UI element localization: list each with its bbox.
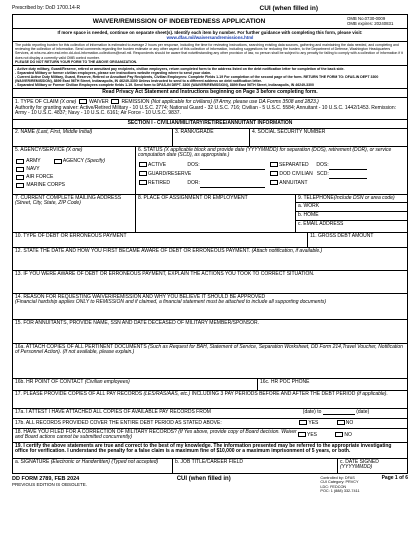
footer-left (12, 476, 87, 494)
email-field[interactable]: c. EMAIL ADDRESS (296, 220, 407, 229)
signature-label: a. SIGNATURE (15, 458, 50, 465)
title-row (13, 15, 407, 29)
burden-block (13, 42, 407, 65)
form-frame (12, 14, 408, 474)
status-line-1 (138, 161, 405, 170)
item18-row (13, 429, 407, 443)
item9-label: 9. TELEPHONE (298, 194, 334, 201)
navy-checkbox[interactable] (16, 167, 24, 172)
item16b-c-row (13, 379, 407, 391)
item2-hint: (Last, First, Middle Initial) (36, 128, 93, 135)
space-note: If more space is needed, continue on separate sheet(s). Identify each item by number. For further guidance with completing this form, please visit: (57, 30, 363, 35)
telephone-block (296, 195, 407, 232)
authority-text: Authority for granting waiver: Active/Retired Military - 10 U.S.C. 2774; National Guard - 32 U.S.C. 716; Civilian - 5 U.S.C. 5584; Annuitant - 10 U.S.C. 1442/1453. Remission: Army - 10 U.S.C. 4837; Navy - 10 U.S.C. 6161; Air Force - 10 U.S.C. 9837. (15, 104, 397, 117)
item19-row (13, 443, 407, 459)
retired-label: RETIRED (148, 180, 170, 187)
item1-hint: (X one) (59, 98, 77, 105)
remission-label: REMISSION (121, 98, 150, 105)
records-no-label: NO (345, 419, 354, 426)
item17-label: 17. PLEASE PROVIDE COPIES OF ALL PAY RECORDS (15, 390, 143, 397)
air-force-checkbox[interactable] (16, 175, 24, 180)
remission-note: (Not applicable for civilians) (If Army, please use DA Forms 3508 and 2823.) (150, 98, 319, 105)
omb-expires: OMB expires: 20240831 (347, 21, 394, 27)
footer-right (320, 476, 408, 494)
ssn-field[interactable]: 4. SOCIAL SECURITY NUMBER (252, 128, 326, 135)
date-to-input[interactable] (323, 410, 355, 415)
home-phone-field[interactable]: b. HOME (296, 211, 407, 220)
item17-hint: (LES/RAS/AAS, etc.) (143, 390, 191, 397)
item12-row (13, 248, 407, 271)
item16a-label: 16a. ATTACH COPIES OF ALL PERTINENT DOCUMENTS (15, 343, 147, 350)
certification-text: 19. I certify the above statements are true and correct to the best of my knowledge. The information presented may be referred to the appropriate investigating office for verification. I understand the penalty for a false claim is a maximum fine of $10,000 or a maximum imprisonment of 5 years, or both. (15, 442, 392, 455)
obsolete-note: PREVIOUS EDITION IS OBSOLETE. (12, 482, 88, 488)
awareness-field[interactable] (13, 248, 407, 270)
navy-label: NAVY (26, 166, 40, 173)
item18-label: 18. HAVE YOU FILED FOR A CORRECTION OF MILITARY RECORDS? (15, 428, 177, 435)
control-block (320, 476, 359, 494)
hr-poc-field[interactable] (13, 379, 258, 390)
form-number: DD FORM 2789, FEB 2024 (12, 475, 80, 482)
item17-row (13, 391, 407, 409)
marine-label: MARINE CORPS (26, 182, 66, 189)
status-block (136, 147, 407, 194)
instruction-2: - Separated Military or former civilian employees, please see instructions website regarding where to send your claim. (15, 70, 212, 75)
records-yes-checkbox[interactable] (299, 420, 307, 425)
item1-row (13, 98, 407, 120)
item7-hint: (Street, City, State, ZIP Code) (15, 200, 81, 207)
item7-9-row (13, 195, 407, 233)
item5-label: 5. AGENCY/SERVICE (15, 146, 65, 153)
civilian-checkbox[interactable] (270, 171, 278, 176)
actions-field[interactable]: 13. IF YOU WERE AWARE OF DEBT OR ERRONEOUS PAYMENT, EXPLAIN THE ACTIONS YOU TOOK TO CORRECT SITUATION. (15, 270, 315, 277)
records-cover-line (13, 419, 407, 428)
item1-label: 1. TYPE OF CLAIM (15, 98, 59, 105)
dos-label-2: DOS: (316, 162, 329, 169)
controlled-by: Controlled by: DFAS (320, 475, 355, 480)
signature-row (13, 459, 407, 473)
attest-line (13, 409, 407, 418)
date-signed-field[interactable] (338, 459, 407, 473)
instruction-4: - Separated Military or Former Civilian Employees complete fields 1-19. Send form to DFAS-IN DEPT. 3300 (WAIVER/REMISSION), 8899 East 56TH Street, Indianapolis, IN 46249-3300 (15, 83, 314, 88)
mailing-address-field[interactable] (13, 195, 136, 232)
agency-checkbox[interactable] (54, 159, 62, 164)
item5-header (15, 148, 133, 154)
remission-checkbox[interactable] (111, 99, 119, 104)
separated-checkbox[interactable] (270, 162, 278, 167)
burden-statement: The public reporting burden for this collection of information is estimated to average 2 hours per response, including the time for reviewing instructions, searching existing data sources, gathering and maintaining the data needed, and completing and reviewing the collection of information. Send comments regarding the burden estimate or any other aspect of this collection of information, including suggestions for reducing the burden, to the Department of Defense, Washington Headquarters Services, at whs.mc-alex.esd.mbx.dd-dod-information-collections@mail.mil. Respondents should be aware that notwithstanding any other provision of law, no person shall be subject to any penalty for failing to comply with a collection of information if it does not display a currently valid OMB control number. (15, 43, 403, 60)
correction-line (13, 429, 407, 442)
item16a-hint: (Such as Request for BAH, Statement of Service, Separation Worksheet, DD Form 214,Travel Voucher, Notification of Personnel Action). (If not available, please explain.) (15, 343, 403, 356)
annuitant-checkbox[interactable] (270, 180, 278, 185)
item14-hint: (Financial hardship applies ONLY to REMISSION and if claimed, a financial statement must be attached to include all supporting documents) (15, 299, 326, 306)
item16b-hint: (Civilian employees) (84, 378, 130, 385)
separated-label: SEPARATED (279, 162, 309, 169)
form-title: WAIVER/REMISSION OF INDEBTEDNESS APPLICATION (92, 17, 266, 25)
item15-row (13, 320, 407, 344)
instructions-block (13, 66, 407, 89)
records-no-checkbox[interactable] (337, 420, 345, 425)
waiver-checkbox[interactable] (79, 99, 87, 104)
retired-checkbox[interactable] (139, 180, 147, 185)
debt-type-field[interactable]: 10. TYPE OF DEBT OR ERRONEOUS PAYMENT (13, 233, 308, 247)
air-force-option[interactable] (15, 173, 133, 181)
rank-field[interactable]: 3. RANK/GRADE (173, 129, 250, 146)
item18-text (15, 430, 297, 441)
name-field[interactable] (13, 129, 173, 146)
correction-options (297, 432, 352, 439)
waiver-label: WAIVER (89, 98, 109, 105)
item10-11-row (13, 233, 407, 248)
army-label: ARMY (26, 158, 41, 165)
navy-option[interactable] (15, 165, 133, 173)
item12-hint: (Attach notification, if available.) (251, 247, 323, 254)
signature-field[interactable] (13, 459, 173, 473)
date-label: (date) (356, 408, 370, 415)
gross-debt-field[interactable]: 11. GROSS DEBT AMOUNT (310, 232, 374, 239)
guard-checkbox[interactable] (139, 171, 147, 176)
status-options (138, 161, 405, 188)
item14-label: 14. REASON FOR REQUESTING WAIVER/REMISSION AND WHY YOU BELIEVE IT SHOULD BE APPROVED (15, 293, 266, 300)
civilian-label: DOD CIVILIAN (279, 171, 313, 178)
dos-label-1: DOS: (187, 162, 200, 169)
item2-4-row (13, 129, 407, 147)
air-force-label: AIR FORCE (26, 174, 54, 181)
annuitant-label: ANNUITANT (279, 180, 308, 187)
date-signed-label: c. DATE SIGNED (340, 458, 379, 465)
cui-marking-bottom: CUI (when filled in) (176, 475, 231, 482)
scd-input[interactable] (329, 174, 367, 179)
assignment-field[interactable]: 8. PLACE OF ASSIGNMENT OR EMPLOYMENT (136, 195, 296, 232)
date-to-label: (date) to (302, 408, 322, 415)
item12-label: 12. STATE THE DATE AND HOW YOU FIRST BECAME AWARE OF DEBT OR ERRONEOUS PAYMENT. (15, 247, 251, 254)
hr-phone-field[interactable]: 16c. HR POC PHONE (260, 378, 310, 385)
correction-yes-label: YES (307, 431, 318, 438)
space-note-block (13, 29, 407, 42)
prescribed-by: Prescribed by: DoD 1700.14-R (12, 5, 81, 12)
instructions-link[interactable]: www.dfas.mil/waiversandremissions.html (166, 35, 254, 41)
pay-records-field[interactable] (13, 391, 407, 408)
item5-hint: (X one) (66, 146, 83, 153)
item13-row (13, 271, 407, 294)
dor-input[interactable] (200, 183, 265, 188)
item17-rest: INCLUDING 3 PAY PERIODS BEFORE AND AFTER THE DEBT PERIOD (191, 390, 356, 397)
agency-service (13, 147, 136, 194)
privacy-notice: Read Privacy Act Statement and Instructions beginning on Page 3 before completing form. (13, 89, 407, 98)
agency-specify: (Specify) (85, 158, 106, 165)
omb-info (345, 15, 407, 28)
army-option[interactable] (15, 157, 133, 165)
records-yes-label: YES (308, 419, 319, 426)
marine-checkbox[interactable] (16, 183, 24, 188)
cui-category: CUI Category: PRVCY (320, 480, 359, 485)
item18-hint: (If Yes above, provide copy of Board decision. Waiver and Board actions cannot be submitted concurrently) (15, 428, 297, 441)
item16a-row (13, 344, 407, 379)
item9-hint: (Include DSN or area code) (333, 194, 395, 201)
signature-hint: (Electronic or Handwritten) (Typed not accepted) (50, 458, 159, 465)
guard-label: GUARD/RESERVE (148, 171, 192, 178)
reason-field[interactable] (13, 294, 407, 319)
status-line-2 (138, 170, 405, 179)
top-line (12, 4, 408, 14)
instruction-1: - Active duty military, Guard/Reserve, retired or annuitant pay recipients, civilian employees, return completed form to the address listed on the debt notification letter for completion of the back side. (15, 66, 345, 71)
correction-yes-checkbox[interactable] (298, 432, 306, 437)
section1-header: SECTION I - CIVILIAN/MILITARY/RETIREE/ANNUITANT INFORMATION (13, 120, 407, 129)
active-label: ACTIVE (148, 162, 167, 169)
page-number: Page 1 of 6 (381, 474, 408, 481)
correction-no-checkbox[interactable] (335, 432, 343, 437)
item14-row (13, 294, 407, 320)
army-checkbox[interactable] (16, 159, 24, 164)
dor-label: DOR: (187, 180, 200, 187)
active-checkbox[interactable] (139, 162, 147, 167)
item17a-row (13, 409, 407, 419)
agency-label: AGENCY (62, 158, 84, 165)
item17a-label: 17a. I ATTEST I HAVE ATTACHED ALL COPIES OF AVAILABLE PAY RECORDS FROM (15, 408, 211, 415)
item6-header (138, 148, 405, 160)
item17-hint2: (if applicable). (356, 390, 388, 397)
job-title-field[interactable]: b. JOB TITLE/CAREER FIELD (173, 459, 338, 473)
item7-label: 7. CURRENT COMPLETE MAILING ADDRESS (15, 194, 122, 201)
scd-label: SCD: (316, 171, 329, 178)
documents-field[interactable] (13, 344, 407, 378)
item6-label: 6. STATUS (138, 146, 163, 153)
annuitant-info-field[interactable]: 15. FOR ANNUITANTS, PROVIDE NAME, SSN AND DATE DECEASED OF MILITARY MEMBER/SPONSOR. (15, 319, 260, 326)
status-line-3 (138, 179, 405, 188)
item6-hint: (X applicable block and provide date (YYYYMMDD) for separation (DOS), retirement (DOR), or service computation date (SCD), as appropriate.) (138, 146, 392, 159)
omb-number: OMB No.0730-0009 (347, 16, 386, 21)
marine-option[interactable] (15, 181, 133, 189)
instruction-3: - Current Active Duty Military, Guard, Reserve, Retired or Annuitant Pay Recipients, Civilian Employees: Complete Fields 1-19 For completion of the second page of the form. RETURN THE FORM TO: DFAS-IN DEPT 3300 (WAIVER/REMISSION), 8899 East 56TH Street, Indianapolis, IN 46249-3300 Unless instructed to send to a different address on debt notification letter. (15, 74, 379, 84)
agency-options (15, 157, 133, 189)
item16b-label: 16b. HR POINT OF CONTACT (15, 378, 84, 385)
do-not-return: PLEASE DO NOT RETURN YOUR FORM TO THE ABOVE ORGANIZATION. (15, 59, 138, 64)
item2-label: 2. NAME (15, 128, 36, 135)
ldc: LDC: FEDCON (320, 484, 347, 489)
item9-header (296, 195, 407, 203)
footer (12, 476, 408, 494)
item17b-label: 17b. ALL RECORDS PROVIDED COVER THE ENTIRE DEBT PERIOD AS STATED ABOVE: (15, 419, 222, 426)
correction-no-label: NO (344, 431, 352, 438)
date-signed-hint: (YYYYMMDD) (340, 464, 373, 471)
work-phone-field[interactable]: a. WORK (296, 202, 407, 211)
cui-marking-top: CUI (when filled in) (259, 5, 318, 13)
item5-6-row (13, 147, 407, 195)
item17b-row (13, 419, 407, 429)
poc: POC: 1 (888) 332-7411 (320, 489, 360, 494)
